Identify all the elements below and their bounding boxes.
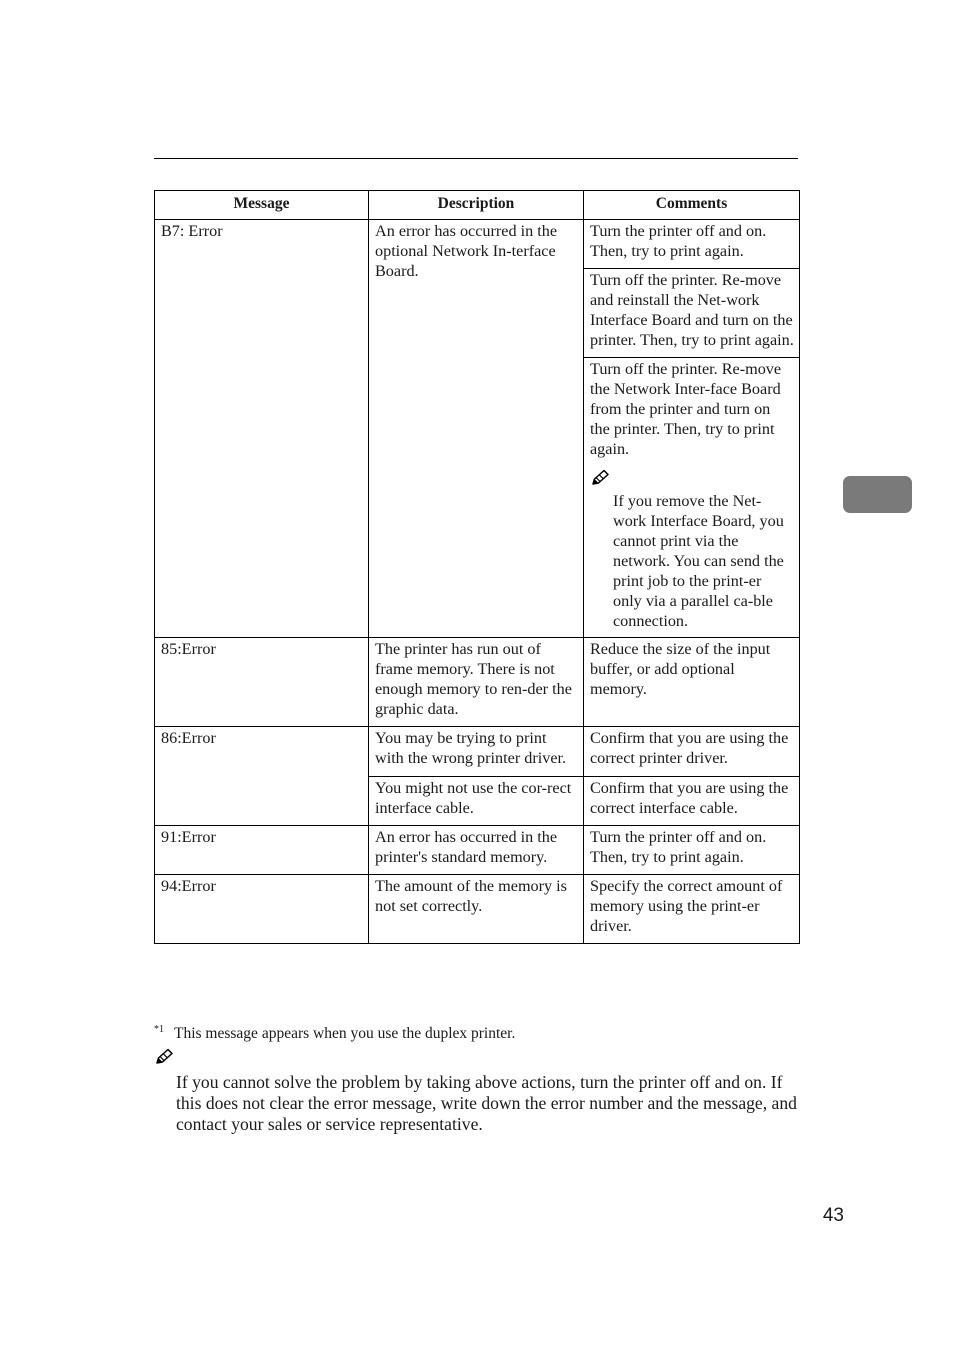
comment-text-b7-3: Turn off the printer. Re-move the Network Inter-face Board from the printer and turn on the printer. Then, try to print again. — [590, 360, 782, 458]
comment-cell-86-1: Confirm that you are using the correct printer driver. — [584, 727, 800, 777]
header-comments: Comments — [584, 191, 800, 220]
table-row — [155, 638, 800, 727]
message-cell-85: 85:Error — [155, 638, 369, 727]
message-cell-b7: B7: Error — [155, 220, 369, 638]
error-message-table — [154, 190, 800, 944]
table-row — [155, 727, 800, 777]
header-description: Description — [369, 191, 584, 220]
comment-cell-b7-3 — [584, 358, 800, 638]
header-rule — [154, 158, 798, 159]
message-cell-94: 94:Error — [155, 875, 369, 944]
description-cell-86-2: You might not use the cor-rect interface cable. — [369, 777, 584, 826]
comment-cell-b7-2: Turn off the printer. Re-move and reinstall the Net-work Interface Board and turn on the printer. Then, try to print again. — [584, 269, 800, 358]
header-message: Message — [155, 191, 369, 220]
comment-cell-91: Turn the printer off and on. Then, try to print again. — [584, 826, 800, 875]
pencil-note-icon — [154, 1048, 174, 1066]
chapter-tab-marker — [843, 476, 912, 513]
note-block — [154, 1048, 804, 1135]
message-cell-91: 91:Error — [155, 826, 369, 875]
table-row — [155, 826, 800, 875]
page-number: 43 — [822, 1205, 844, 1226]
footnote-text: This message appears when you use the duplex printer. — [174, 1025, 516, 1042]
footnote-mark: *1 — [154, 1024, 164, 1035]
description-cell-85: The printer has run out of frame memory. There is not enough memory to ren-der the graphic data. — [369, 638, 584, 727]
comment-cell-86-2: Confirm that you are using the correct interface cable. — [584, 777, 800, 826]
comment-cell-94: Specify the correct amount of memory using the print-er driver. — [584, 875, 800, 944]
table-header-row — [155, 191, 800, 220]
message-cell-86: 86:Error — [155, 727, 369, 826]
note-text: If you cannot solve the problem by taking above actions, turn the printer off and on. If this does not clear the error message, write down the error number and the message, and contact your sales or service representative. — [176, 1072, 797, 1134]
table-note — [590, 469, 794, 631]
description-cell-86-1: You may be trying to print with the wrong printer driver. — [369, 727, 584, 777]
description-cell-b7: An error has occurred in the optional Network In-terface Board. — [369, 220, 584, 638]
comment-cell-85: Reduce the size of the input buffer, or add optional memory. — [584, 638, 800, 727]
description-cell-91: An error has occurred in the printer's standard memory. — [369, 826, 584, 875]
table-row — [155, 220, 800, 269]
table-row — [155, 875, 800, 944]
description-cell-94: The amount of the memory is not set correctly. — [369, 875, 584, 944]
pencil-note-icon — [590, 469, 610, 487]
comment-cell-b7-1: Turn the printer off and on. Then, try to print again. — [584, 220, 800, 269]
table-note-text: If you remove the Net-work Interface Board, you cannot print via the network. You can send the print job to the print-er only via a parallel ca-ble connection. — [613, 492, 784, 630]
footnote — [154, 1020, 814, 1044]
